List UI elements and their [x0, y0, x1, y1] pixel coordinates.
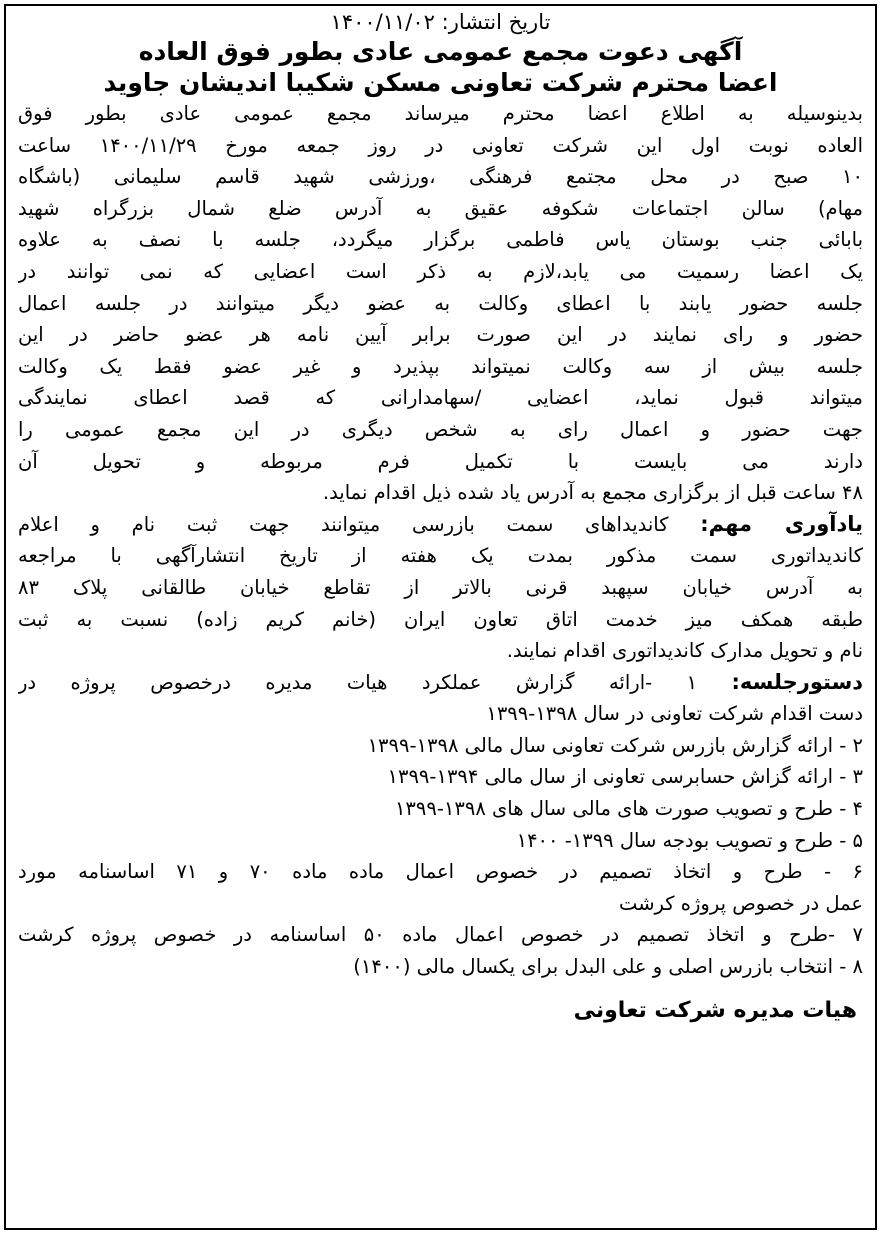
- agenda-text: ۱ -ارائه گزارش عملکرد هیات مدیره درخصوص پروژه در: [18, 670, 698, 694]
- reminder-line: طبقه همکف میز خدمت اتاق تعاون ایران (خانم کریم زاده) نسبت به ثبت: [18, 607, 863, 631]
- agenda-item: ۳ - ارائه گزاش حسابرسی تعاونی از سال مالی ۱۳۹۴-۱۳۹۹: [387, 765, 863, 789]
- reminder-first-line: [18, 509, 863, 541]
- body-line: ۱۰ صبح در محل مجتمع فرهنگی ،ورزشی شهید قاسم سلیمانی (باشگاه: [18, 165, 863, 189]
- agenda-first-line: [18, 667, 863, 699]
- body-line: بابائی جنب بوستان یاس فاطمی برگزار میگردد، جلسه با نصف به علاوه: [18, 228, 863, 252]
- reminder-line: به آدرس خیابان سپهبد قرنی بالاتر از تقاطع خیابان طالقانی پلاک ۸۳: [18, 575, 863, 599]
- agenda-item: ۴ - طرح و تصویب صورت های مالی سال های ۱۳۹۸-۱۳۹۹: [394, 797, 863, 821]
- agenda-label: دستورجلسه:: [731, 669, 863, 694]
- reminder-line: نام و تحویل مدارک کاندیداتوری اقدام نمایند.: [506, 639, 863, 663]
- body-line: بدینوسیله به اطلاع اعضا محترم میرساند مجمع عمومی عادی بطور فوق: [18, 102, 863, 125]
- notice-title: آگهی دعوت مجمع عمومی عادی بطور فوق العاده: [138, 37, 743, 66]
- reminder-line: کاندیداتوری سمت مذکور بمدت یک هفته از تاریخ انتشارآگهی با مراجعه: [18, 544, 863, 568]
- body-line: مهام) سالن اجتماعات شکوفه عقیق به آدرس ضلع شمال بزرگراه شهید: [18, 196, 863, 220]
- agenda-item: ۲ - ارائه گزارش بازرس شرکت تعاونی سال مالی ۱۳۹۸-۱۳۹۹: [367, 733, 863, 757]
- notice-page: [6, 6, 875, 1031]
- body-line: العاده نوبت اول این شرکت تعاونی در روز جمعه مورخ ۱۴۰۰/۱۱/۲۹ ساعت: [18, 133, 863, 157]
- agenda-item: ۸ - انتخاب بازرس اصلی و علی البدل برای یکسال مالی (۱۴۰۰): [353, 955, 863, 979]
- body-line: میتواند قبول نماید، اعضایی /سهامدارانی که قصد اعطای نمایندگی: [18, 386, 863, 410]
- notice-frame: [4, 4, 877, 1230]
- agenda-line: عمل در خصوص پروژه کرشت: [619, 891, 863, 915]
- body-line: ۴۸ ساعت قبل از برگزاری مجمع به آدرس یاد شده ذیل اقدام نماید.: [322, 481, 863, 505]
- reminder-section: [18, 509, 863, 667]
- body-line: جلسه حضور یابند با اعطای وکالت به عضو دیگر میتوانند در جلسه اعمال: [18, 291, 863, 315]
- body-line: یک اعضا رسمیت می یابد،لازم به ذکر است اعضایی که نمی توانند در: [18, 259, 863, 283]
- signature: هیات مدیره شرکت تعاونی: [573, 997, 857, 1023]
- agenda-section: [18, 667, 863, 983]
- body-line: جلسه بیش از سه وکالت نمیتواند بپذیرد و غیر عضو فقط یک وکالت: [18, 354, 863, 378]
- agenda-item: ۶ - طرح و اتخاذ تصمیم در خصوص اعمال ماده ماده ۷۰ و ۷۱ اساسنامه مورد: [18, 860, 863, 884]
- agenda-item: ۷ -طرح و اتخاذ تصمیم در خصوص اعمال ماده ۵۰ اساسنامه در خصوص پروژه کرشت: [18, 923, 863, 947]
- publish-date: تاریخ انتشار: ۱۴۰۰/۱۱/۰۲: [330, 10, 551, 34]
- reminder-text: کاندیداهای سمت بازرسی میتوانند جهت ثبت نام و اعلام: [18, 512, 669, 536]
- agenda-line: دست اقدام شرکت تعاونی در سال ۱۳۹۸-۱۳۹۹: [486, 702, 863, 726]
- notice-subtitle: اعضا محترم شرکت تعاونی مسکن شکیبا اندیشان جاوید: [103, 68, 778, 97]
- body-line: دارند می بایست با تکمیل فرم مربوطه و تحویل آن: [18, 449, 863, 473]
- agenda-item: ۵ - طرح و تصویب بودجه سال ۱۳۹۹- ۱۴۰۰: [516, 828, 863, 852]
- body-line: حضور و رای نمایند در این صورت برابر آیین نامه هر عضو حاضر در این: [18, 323, 863, 347]
- reminder-label: یادآوری مهم:: [700, 511, 863, 536]
- body-paragraph: [18, 98, 863, 509]
- body-line: جهت حضور و اعمال رای به شخص دیگری در این مجمع عمومی را: [18, 417, 863, 441]
